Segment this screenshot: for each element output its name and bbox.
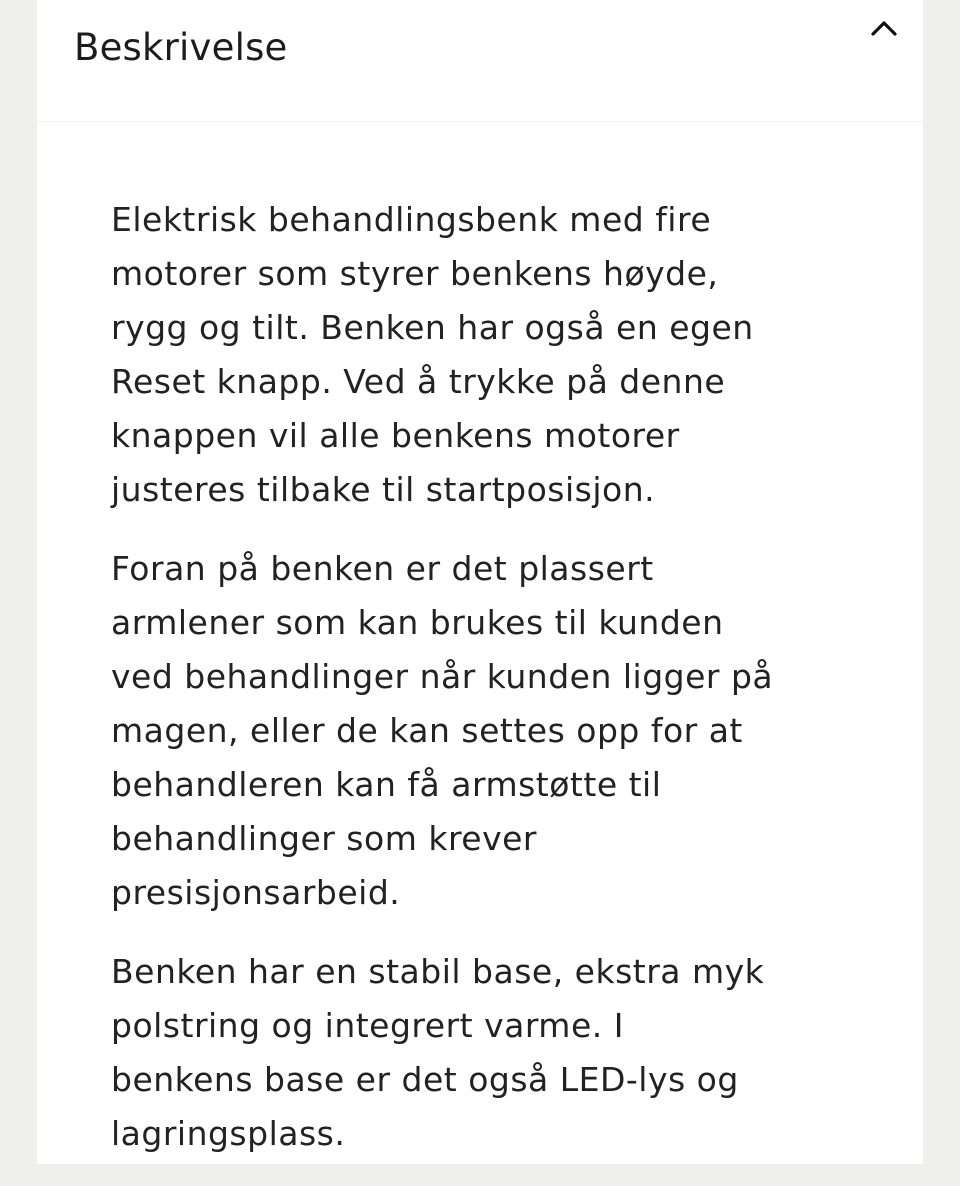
accordion-header[interactable] xyxy=(37,0,923,122)
accordion-title: Beskrivelse xyxy=(74,26,288,69)
chevron-up-icon[interactable] xyxy=(867,14,901,44)
header-divider xyxy=(37,121,923,122)
description-card xyxy=(37,0,923,1164)
description-paragraph: Foran på benken er det plassert armlener som kan brukes til kunden ved behandlinger når kunden ligger på magen, eller de kan settes opp for at behandleren kan få armstøtte til behandlinger som krever presisjonsarbeid. xyxy=(111,549,774,912)
description-paragraph: Benken har en stabil base, ekstra myk polstring og integrert varme. I benkens base er det også LED-lys og lagringsplass. xyxy=(111,952,765,1153)
description-content xyxy=(111,193,871,1186)
description-paragraph: Elektrisk behandlingsbenk med fire motorer som styrer benkens høyde, rygg og tilt. Benken har også en egen Reset knapp. Ved å trykke på denne knappen vil alle benkens motorer justeres tilbake til startposisjon. xyxy=(111,200,754,509)
